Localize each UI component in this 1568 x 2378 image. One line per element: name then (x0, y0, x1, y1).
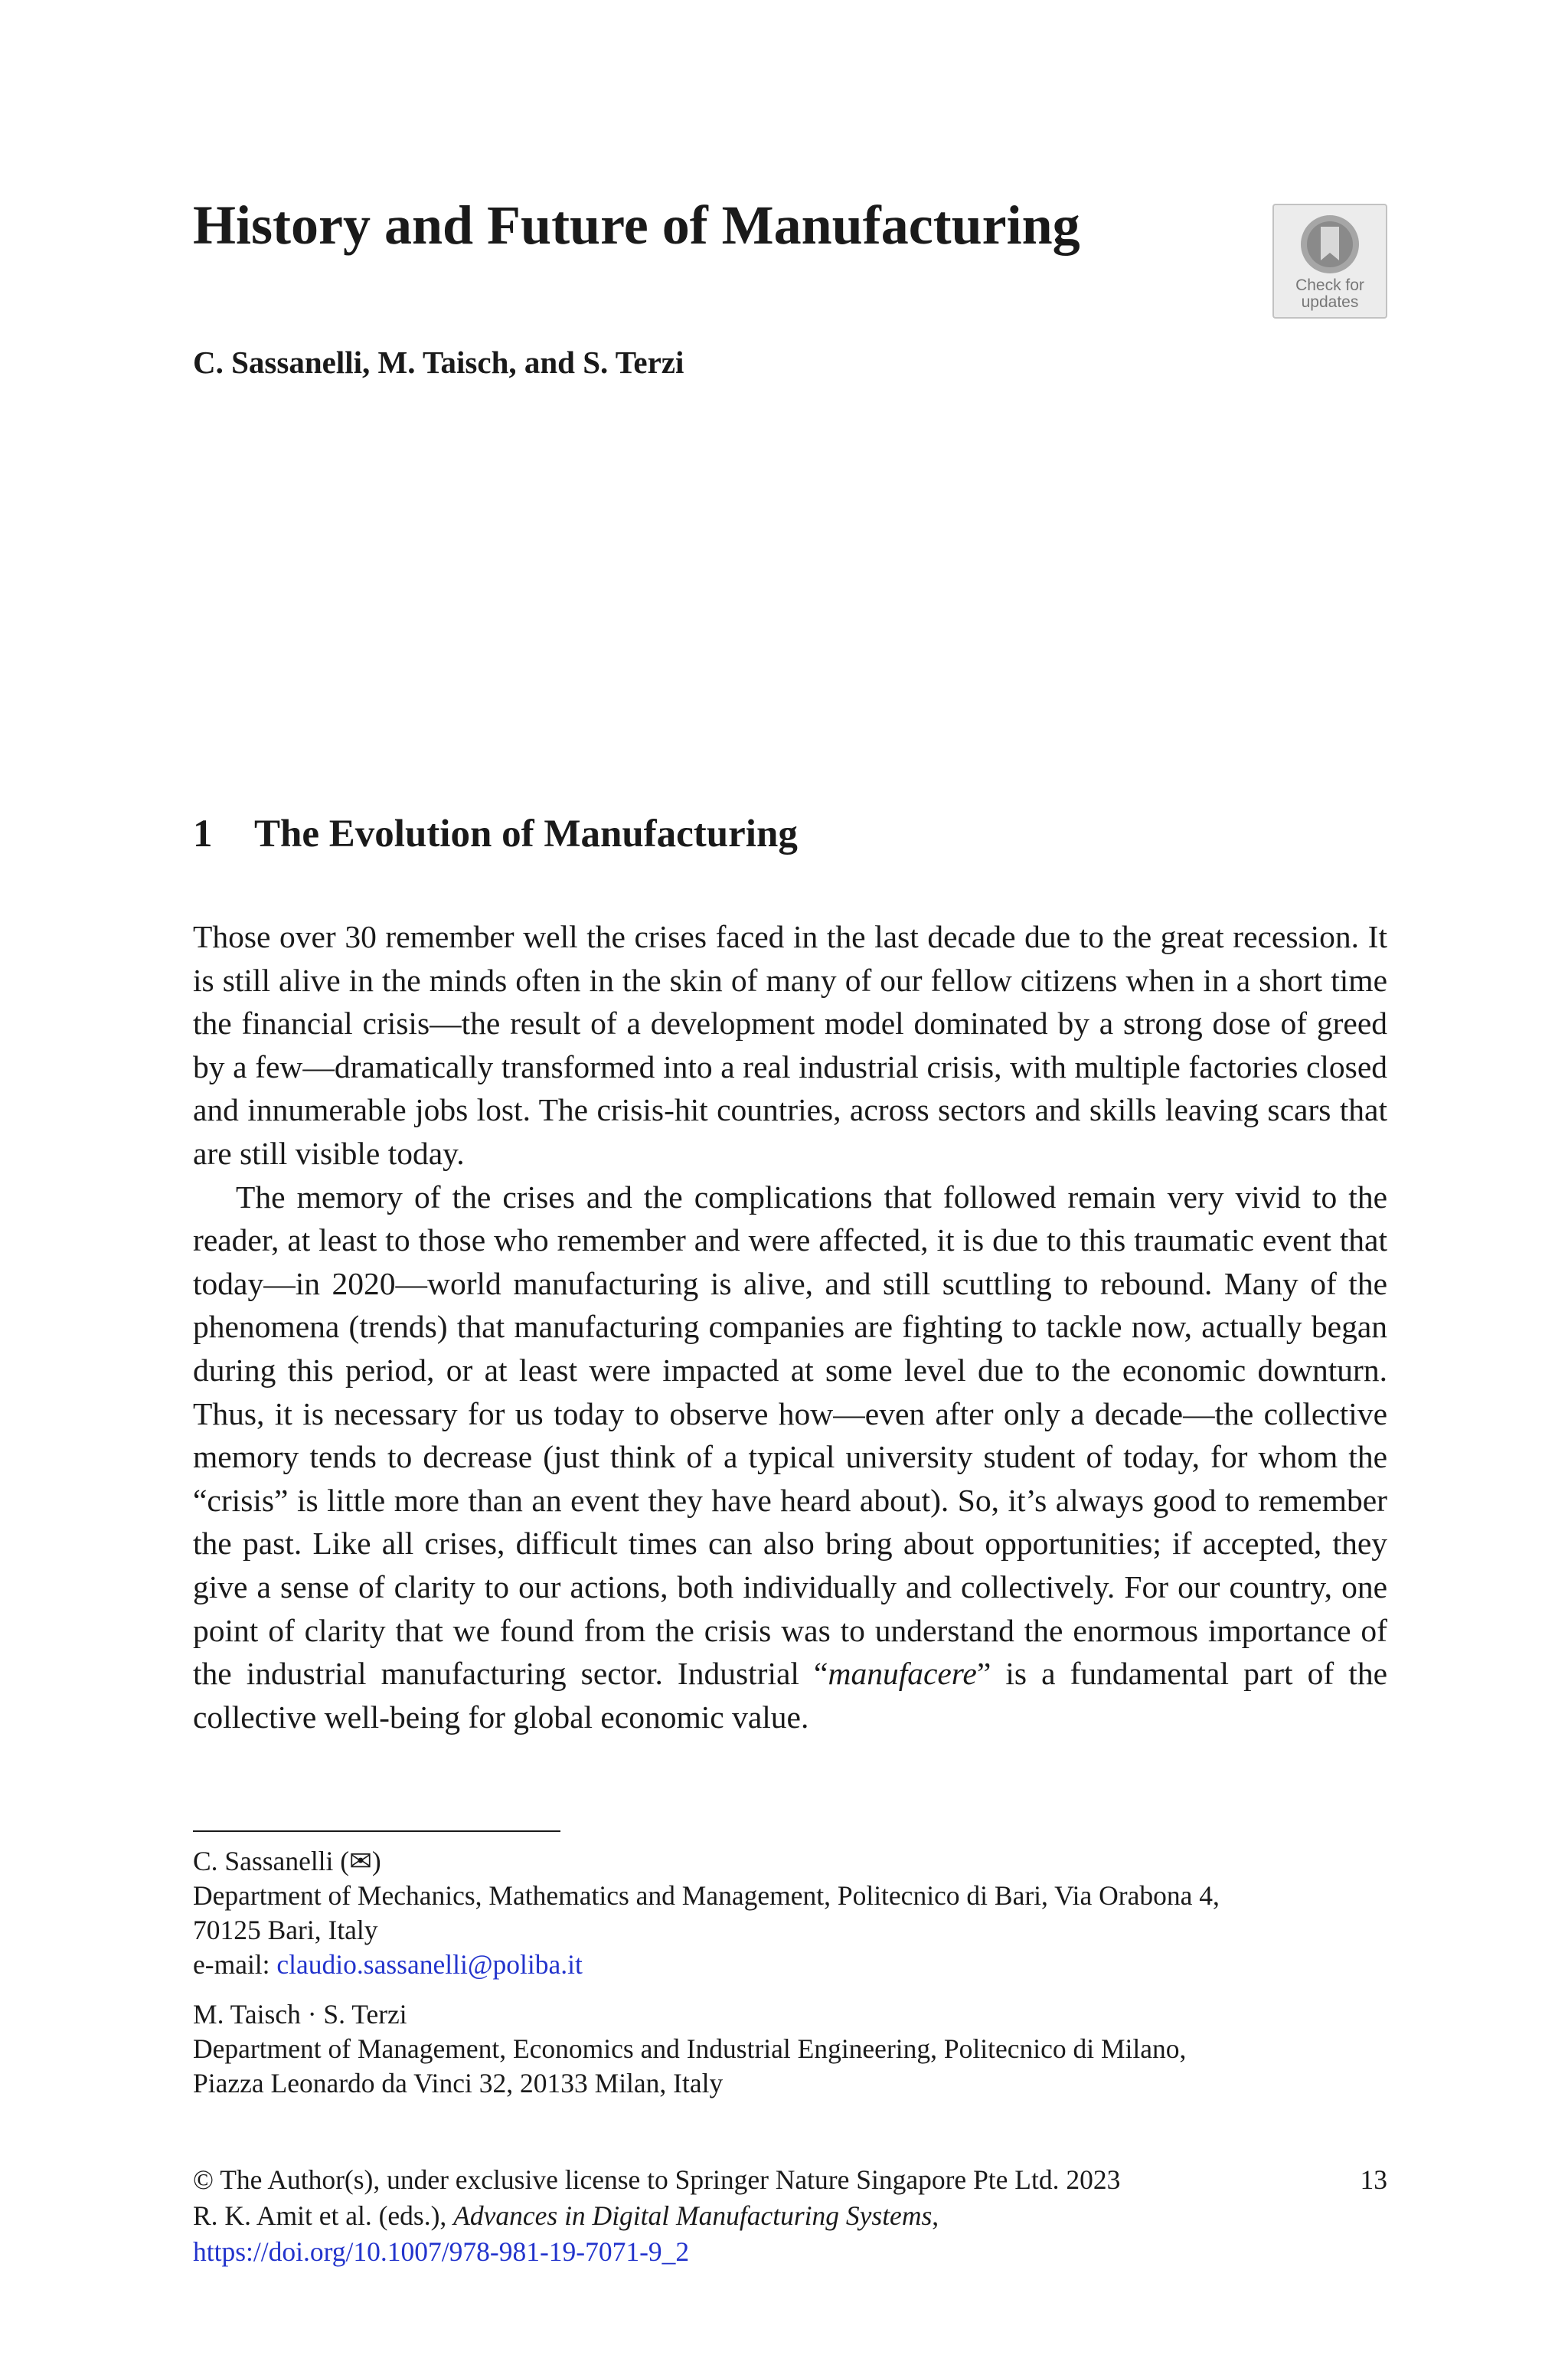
affiliation-line: Department of Management, Economics and Industrial Engineering, Politecnico di Milano, (193, 2033, 1187, 2064)
section-heading (193, 810, 1341, 858)
badge-label (1274, 277, 1386, 311)
section-title: The Evolution of Manufacturing (254, 813, 798, 855)
paragraph-2-main: The memory of the crises and the complications that followed remain very vivid to the reader, at least to those who remember and were affected, it is due to this traumatic event that today—in 2020—world manufacturing is alive, and still scuttling to rebound. Many of the phenomena (trends) that manufacturing companies are fighting to tackle now, actually began during this period, or at least were impacted at some level due to the economic downturn. Thus, it is necessary for us today to observe how—even after only a decade—the collective memory tends to decrease (just think of a typical university student of today, for whom the “crisis” is little more than an event they have heard about). So, it’s always good to remember the past. Like all crises, difficult times can also bring about opportunities; if accepted, they give a sense of clarity to our actions, both individually and collectively. For our country, one point of clarity that we found from the crisis was to understand the enormous importance of the industrial manufacturing sector. Industrial “ (193, 1179, 1387, 1692)
page-number: 13 (1360, 2164, 1387, 2195)
chapter-title: History and Future of Manufacturing (193, 195, 1080, 256)
check-for-updates-badge[interactable] (1272, 204, 1387, 319)
author-affiliation-2 (193, 1997, 1387, 2101)
affiliation-line: Department of Mechanics, Mathematics and Management, Politecnico di Bari, Via Orabona 4, (193, 1880, 1220, 1911)
page-footer (193, 2162, 1387, 2270)
email-link[interactable]: claudio.sassanelli@poliba.it (276, 1949, 583, 1980)
bookmark-icon (1297, 211, 1363, 277)
book-title: Advances in Digital Manufacturing Systems (453, 2200, 933, 2231)
doi-link[interactable]: https://doi.org/10.1007/978-981-19-7071-9_2 (193, 2236, 690, 2267)
email-line (193, 1948, 1387, 1982)
footnote-divider (193, 1830, 560, 1832)
affiliation-line: Piazza Leonardo da Vinci 32, 20133 Milan, Italy (193, 2068, 724, 2098)
author-affiliation-1 (193, 1844, 1387, 1982)
author-names: M. Taisch · S. Terzi (193, 1999, 407, 2030)
email-label: e-mail: (193, 1949, 277, 1980)
author-footnotes (193, 1844, 1387, 2116)
copyright-line: © The Author(s), under exclusive license to Springer Nature Singapore Pte Ltd. 2023 (193, 2164, 1121, 2195)
affiliation-line: 70125 Bari, Italy (193, 1915, 378, 1945)
body-text (193, 915, 1387, 1739)
paragraph-2-end: ” is a fundamental part of the collective well-being for global economic value. (193, 1656, 1388, 1735)
section-number: 1 (193, 813, 213, 855)
citation-prefix: R. K. Amit et al. (eds.), (193, 2200, 454, 2231)
paragraph-2-italic-term: manufacere (828, 1656, 977, 1692)
chapter-authors: C. Sassanelli, M. Taisch, and S. Terzi (193, 345, 684, 380)
paragraph-1: Those over 30 remember well the crises faced in the last decade due to the great recession. It is still alive in the minds often in the skin of many of our fellow citizens when in a short time the financial crisis—the result of a development model dominated by a strong dose of greed by a few—dramatically transformed into a real industrial crisis, with multiple factories closed and innumerable jobs lost. The crisis-hit countries, across sectors and skills leaving scars that are still visible today. (193, 919, 1387, 1171)
citation-suffix: , (932, 2200, 939, 2231)
badge-label-line1: Check for (1295, 276, 1364, 294)
citation-line (193, 2198, 1387, 2234)
paragraph-2 (193, 1176, 1387, 1739)
author-name: C. Sassanelli (✉) (193, 1846, 381, 1876)
badge-label-line2: updates (1301, 293, 1359, 311)
